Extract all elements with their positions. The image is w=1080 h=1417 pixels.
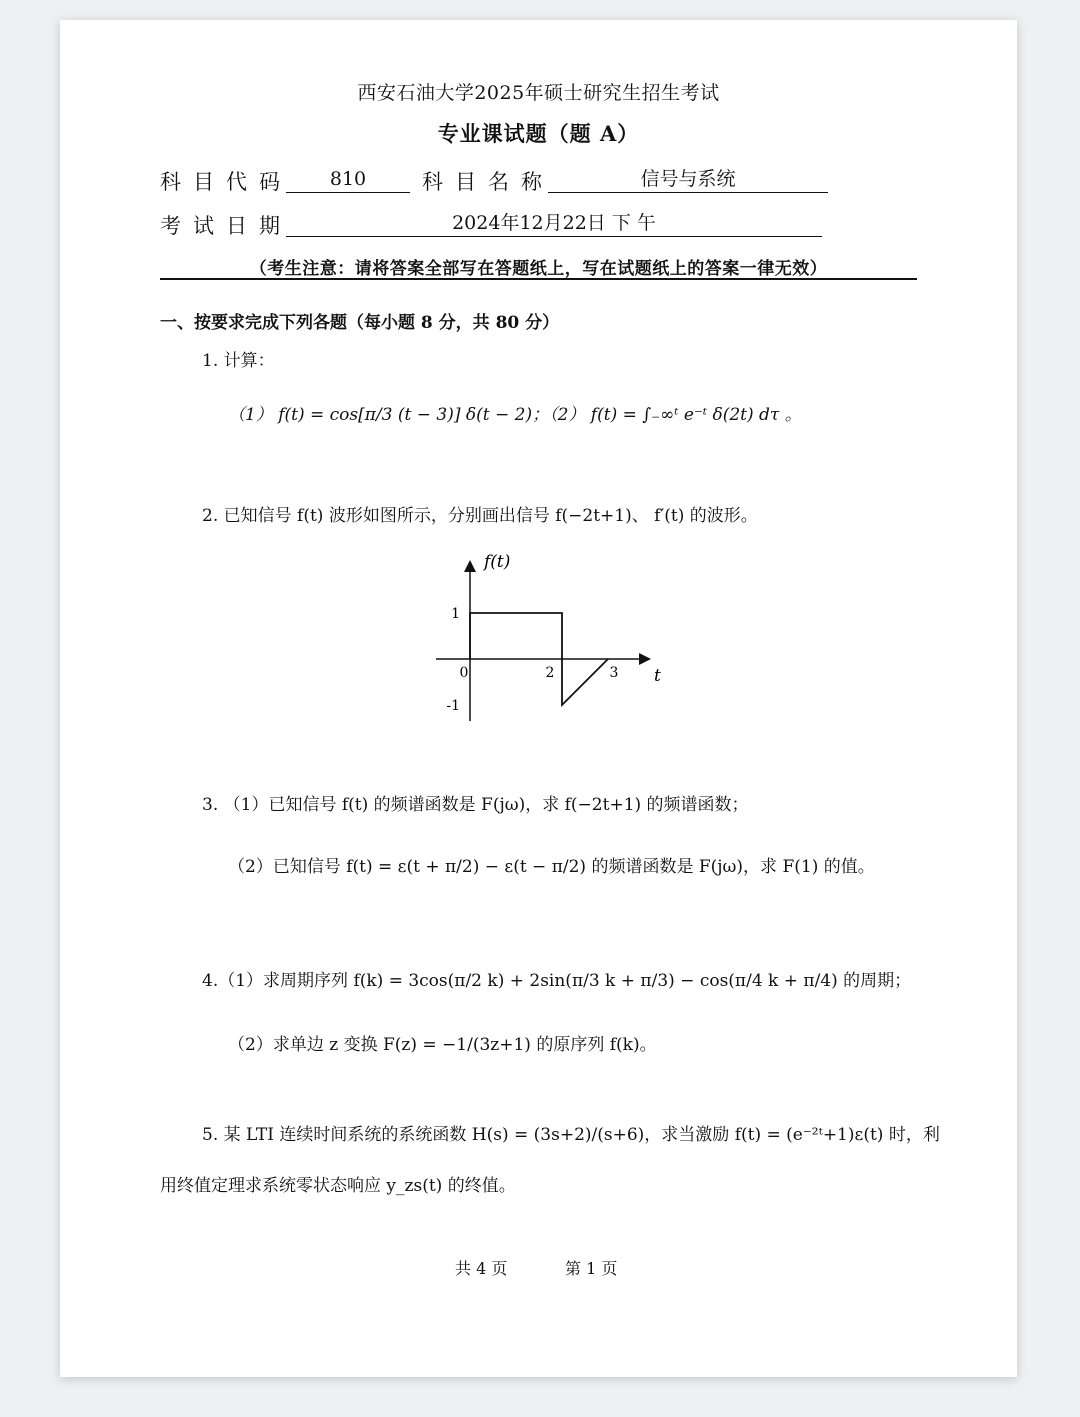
question-3-part-1: 3. （1）已知信号 f(t) 的频谱函数是 F(jω)，求 f(−2t+1) 的频谱函数； [202,795,749,815]
question-2-text: 2. 已知信号 f(t) 波形如图所示，分别画出信号 f(−2t+1)、 f′(t) 的波形。 [202,506,758,526]
question-5-line-2: 用终值定理求系统零状态响应 y_zs(t) 的终值。 [160,1176,516,1196]
y-tick-label: -1 [446,698,460,714]
question-5-line-1: 5. 某 LTI 连续时间系统的系统函数 H(s) = (3s+2)/(s+6)，求当激励 f(t) = (e⁻²ᵗ+1)ε(t) 时，利 [202,1125,940,1145]
notice: （考生注意：请将答案全部写在答题纸上，写在试题纸上的答案一律无效） [249,259,828,279]
exam-date-label: 考试日期 [160,214,292,238]
footer-total-pages: 共 4 页 [455,1259,508,1278]
x-tick-label: 2 [545,665,555,681]
header-divider [160,278,917,280]
school-title: 西安石油大学2025年硕士研究生招生考试 [357,82,720,104]
question-3-part-2: （2）已知信号 f(t) = ε(t + π/2) − ε(t − π/2) 的频谱函数是 F(jω)，求 F(1) 的值。 [228,857,875,877]
subject-name-label: 科目名称 [422,170,554,194]
subject-code-value: 810 [286,166,410,193]
x-tick-label: 0 [459,665,469,681]
question-1-formula: （1） f(t) = cos[π/3 (t − 3)] δ(t − 2)；（2） f(t) = ∫₋∞ᵗ e⁻ᵗ δ(2t) dτ 。 [228,405,802,425]
y-tick-label: 1 [451,606,460,622]
subject-code-label: 科目代码 [160,170,292,194]
question-1-intro: 1. 计算： [202,351,275,371]
subject-name-value: 信号与系统 [548,166,828,193]
exam-paper [60,20,1017,1377]
section-title: 一、按要求完成下列各题（每小题 8 分，共 80 分） [160,313,560,333]
y-axis-title: f(t) [484,552,511,572]
paper-title: 专业课试题（题 A） [437,121,640,146]
x-axis-title: t [654,666,661,686]
exam-date-value: 2024年12月22日 下 午 [286,210,822,237]
footer-page-number: 第 1 页 [565,1259,618,1278]
question-4-part-2: （2）求单边 z 变换 F(z) = −1/(3z+1) 的原序列 f(k)。 [228,1035,657,1055]
x-tick-label: 3 [609,665,619,681]
waveform-figure [410,545,710,745]
question-4-part-1: 4.（1）求周期序列 f(k) = 3cos(π/2 k) + 2sin(π/3 k + π/3) − cos(π/4 k + π/4) 的周期； [202,971,912,991]
